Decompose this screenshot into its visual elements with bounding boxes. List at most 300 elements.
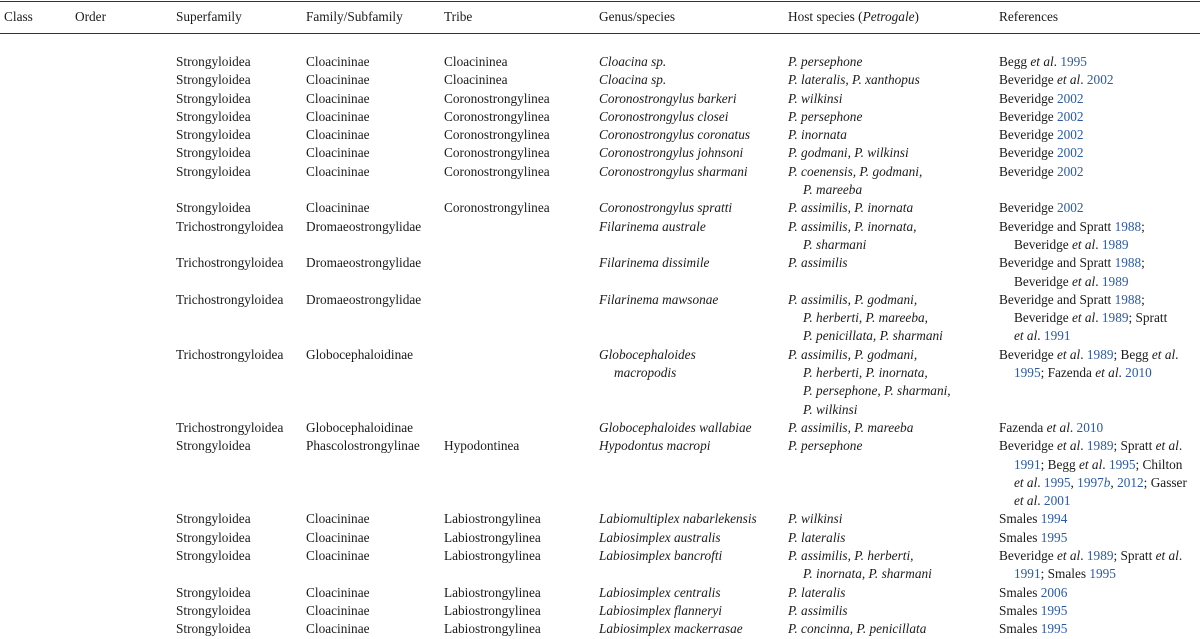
- host-line: [788, 602, 999, 620]
- superfamily-cell: Strongyloidea: [176, 602, 251, 618]
- genus-cell: [599, 126, 788, 144]
- genus-cell: [599, 218, 788, 255]
- reference-line: [999, 254, 1200, 272]
- class-order-cell: [0, 437, 176, 510]
- reference-year-link[interactable]: 1989: [1101, 273, 1129, 289]
- host-cell: [788, 419, 999, 437]
- reference-line: [999, 510, 1200, 528]
- host-cell: [788, 71, 999, 89]
- references-cell: [999, 346, 1200, 419]
- host-line: [788, 126, 999, 144]
- references-cell: [999, 620, 1200, 638]
- genus-cell: [599, 163, 788, 200]
- reference-line: [999, 144, 1200, 162]
- reference-text: .: [1095, 236, 1102, 252]
- host-cell: [788, 346, 999, 419]
- references-cell: [999, 53, 1200, 71]
- tribe-cell: Labiostrongylinea: [444, 511, 541, 527]
- reference-text: .: [1080, 548, 1087, 564]
- genus-line: Coronostrongylus barkeri: [599, 90, 737, 106]
- reference-line: [999, 547, 1200, 565]
- host-line: [788, 419, 999, 437]
- reference-year-link[interactable]: 2002: [1056, 90, 1084, 106]
- superfamily-cell: Trichostrongyloidea: [176, 419, 284, 435]
- reference-line: [999, 474, 1200, 492]
- reference-text: Smales: [999, 621, 1041, 637]
- superfamily-cell: Strongyloidea: [176, 548, 251, 564]
- et-al-text: et al: [1056, 346, 1081, 362]
- family-cell: Cloacininae: [306, 200, 370, 216]
- superfamily-cell: Strongyloidea: [176, 127, 251, 143]
- host-line: [788, 584, 999, 602]
- host-cell: [788, 547, 999, 584]
- reference-year-link[interactable]: b: [1103, 474, 1111, 490]
- references-cell: [999, 199, 1200, 217]
- host-cell: [788, 254, 999, 291]
- family-cell: Cloacininae: [306, 621, 370, 637]
- et-al-text: et al: [1155, 438, 1179, 454]
- family-cell: Dromaeostrongylidae: [306, 255, 422, 271]
- host-species: P. penicillata, P. sharmani: [803, 328, 943, 344]
- tribe-cell: [444, 254, 599, 291]
- genus-cell: [599, 254, 788, 291]
- family-cell: Cloacininae: [306, 145, 370, 161]
- reference-text: .: [1069, 419, 1077, 435]
- host-line: [788, 620, 999, 638]
- genus-line: Cloacina sp.: [599, 72, 667, 88]
- tribe-cell: Coronostrongylinea: [444, 108, 550, 124]
- class-order-cell: [0, 291, 176, 346]
- table-row: [0, 620, 1200, 638]
- reference-text: Beveridge: [999, 90, 1057, 106]
- class-order-cell: [0, 144, 176, 162]
- host-species: P. concinna, P. penicillata: [788, 621, 927, 637]
- reference-line: [999, 291, 1200, 309]
- reference-text: ;: [1141, 255, 1145, 271]
- genus-cell: [599, 529, 788, 547]
- host-cell: [788, 218, 999, 255]
- class-order-cell: [0, 510, 176, 528]
- references-cell: [999, 510, 1200, 528]
- references-cell: [999, 602, 1200, 620]
- host-line: [788, 181, 999, 199]
- table-row: [0, 547, 1200, 584]
- reference-line: [999, 327, 1200, 345]
- class-order-cell: [0, 163, 176, 200]
- host-line: [788, 71, 999, 89]
- references-cell: [999, 126, 1200, 144]
- class-order-cell: [0, 53, 176, 71]
- host-line: [788, 53, 999, 71]
- reference-year-link[interactable]: 2001: [1043, 493, 1071, 509]
- host-species: P. persephone: [788, 438, 863, 454]
- table-row: [0, 291, 1200, 346]
- et-al-text: et al: [1056, 548, 1081, 564]
- tribe-cell: Hypodontinea: [444, 438, 520, 454]
- references-cell: [999, 529, 1200, 547]
- host-species: P. assimilis, P. herberti,: [788, 548, 914, 564]
- host-cell: [788, 437, 999, 510]
- references-cell: [999, 254, 1200, 291]
- tribe-cell: Coronostrongylinea: [444, 200, 550, 216]
- reference-text: .: [1102, 456, 1109, 472]
- host-species: P. assimilis, P. inornata,: [788, 218, 917, 234]
- host-species: P. coenensis, P. godmani,: [788, 163, 923, 179]
- table-row: [0, 584, 1200, 602]
- tribe-cell: Coronostrongylinea: [444, 90, 550, 106]
- reference-text: .: [1095, 310, 1102, 326]
- genus-cell: [599, 199, 788, 217]
- reference-text: .: [1080, 438, 1087, 454]
- family-cell: Dromaeostrongylidae: [306, 218, 422, 234]
- reference-text: Beveridge: [999, 127, 1057, 143]
- reference-text: .: [1037, 328, 1044, 344]
- reference-text: ; Chilton: [1135, 456, 1183, 472]
- reference-text: Beveridge: [999, 108, 1057, 124]
- reference-text: Smales: [999, 511, 1041, 527]
- family-cell: Globocephaloidinae: [306, 346, 414, 362]
- reference-text: Beveridge: [999, 548, 1057, 564]
- family-cell: Cloacininae: [306, 54, 370, 69]
- reference-year-link[interactable]: 1989: [1086, 346, 1114, 362]
- reference-year-link[interactable]: 2002: [1056, 145, 1084, 161]
- reference-text: .: [1118, 365, 1126, 381]
- host-cell: [788, 144, 999, 162]
- reference-line: [999, 437, 1200, 455]
- reference-line: [999, 364, 1200, 382]
- class-order-cell: [0, 602, 176, 620]
- genus-line: Labiosimplex bancrofti: [599, 548, 723, 564]
- family-cell: Dromaeostrongylidae: [306, 291, 422, 307]
- references-cell: [999, 218, 1200, 255]
- reference-year-link[interactable]: 1991: [1043, 328, 1071, 344]
- reference-text: .: [1095, 273, 1102, 289]
- reference-year-link[interactable]: 1995: [1014, 365, 1041, 381]
- reference-text: Smales: [999, 584, 1041, 600]
- superfamily-cell: Strongyloidea: [176, 511, 251, 527]
- class-order-cell: [0, 346, 176, 419]
- superfamily-cell: Trichostrongyloidea: [176, 291, 284, 307]
- superfamily-cell: Trichostrongyloidea: [176, 346, 284, 362]
- reference-year-link[interactable]: 1997: [1077, 474, 1104, 490]
- reference-year-link[interactable]: 2010: [1125, 365, 1152, 381]
- host-species: P. assimilis: [788, 255, 848, 271]
- class-order-cell: [0, 620, 176, 638]
- genus-cell: [599, 584, 788, 602]
- genus-line: Coronostrongylus coronatus: [599, 127, 751, 143]
- superfamily-cell: Strongyloidea: [176, 90, 251, 106]
- reference-line: [999, 529, 1200, 547]
- class-order-cell: [0, 126, 176, 144]
- genus-cell: [599, 547, 788, 584]
- class-order-cell: [0, 529, 176, 547]
- host-species: P. godmani, P. wilkinsi: [788, 145, 909, 161]
- genus-cell: [599, 71, 788, 89]
- et-al-text: et al: [1056, 438, 1081, 454]
- superfamily-cell: Strongyloidea: [176, 621, 251, 637]
- class-order-cell: [0, 71, 176, 89]
- references-cell: [999, 437, 1200, 510]
- reference-text: ; Spratt: [1113, 548, 1156, 564]
- reference-text: Beveridge: [999, 72, 1057, 88]
- reference-year-link[interactable]: 1995: [1108, 456, 1136, 472]
- host-line: [788, 163, 999, 181]
- tribe-cell: Cloacininea: [444, 54, 508, 69]
- superfamily-cell: Strongyloidea: [176, 200, 251, 216]
- table-row: [0, 71, 1200, 89]
- host-cell: [788, 90, 999, 108]
- class-order-cell: [0, 419, 176, 437]
- reference-text: ;: [1141, 218, 1145, 234]
- reference-text: ; Spratt: [1113, 438, 1156, 454]
- superfamily-cell: Trichostrongyloidea: [176, 218, 284, 234]
- tribe-cell: [444, 346, 599, 419]
- reference-year-link[interactable]: 1995: [1040, 621, 1068, 637]
- reference-year-link[interactable]: 2002: [1056, 200, 1084, 216]
- reference-year-link[interactable]: 1995: [1040, 602, 1068, 618]
- reference-text: .: [1178, 548, 1183, 564]
- host-species: P. herberti, P. mareeba,: [803, 310, 928, 326]
- tribe-cell: Labiostrongylinea: [444, 548, 541, 564]
- et-al-text: et al: [1155, 548, 1179, 564]
- header-rule: [0, 33, 1200, 34]
- tribe-cell: [444, 218, 599, 255]
- table-row: [0, 437, 1200, 510]
- et-al-text: et al: [1071, 236, 1096, 252]
- tribe-cell: [444, 291, 599, 346]
- genus-line: Filarinema mawsonae: [599, 291, 719, 307]
- superfamily-cell: Strongyloidea: [176, 163, 251, 179]
- reference-text: Beveridge: [1014, 236, 1072, 252]
- superfamily-cell: Strongyloidea: [176, 529, 251, 545]
- reference-text: ; Begg: [1040, 456, 1080, 472]
- et-al-text: et al: [1014, 493, 1038, 509]
- genus-cell: [599, 53, 788, 71]
- class-order-cell: [0, 108, 176, 126]
- genus-cell: [599, 108, 788, 126]
- host-line: [788, 364, 999, 382]
- references-cell: [999, 584, 1200, 602]
- reference-year-link[interactable]: 1991: [1014, 566, 1041, 582]
- et-al-text: et al: [1079, 456, 1103, 472]
- host-cell: [788, 584, 999, 602]
- table-row: [0, 346, 1200, 419]
- reference-year-link[interactable]: 1995: [1060, 54, 1087, 69]
- genus-cell: [599, 602, 788, 620]
- family-cell: Cloacininae: [306, 127, 370, 143]
- reference-year-link[interactable]: 1988: [1114, 255, 1142, 271]
- top-rule: [0, 1, 1200, 2]
- tribe-cell: Cloacininea: [444, 72, 508, 88]
- reference-year-link[interactable]: 1995: [1040, 529, 1068, 545]
- reference-line: [999, 71, 1200, 89]
- table-row: [0, 108, 1200, 126]
- tribe-cell: Labiostrongylinea: [444, 584, 541, 600]
- host-species: P. lateralis: [788, 584, 846, 600]
- references-cell: [999, 90, 1200, 108]
- reference-line: [999, 273, 1200, 291]
- reference-year-link[interactable]: 1989: [1101, 236, 1129, 252]
- tribe-cell: Labiostrongylinea: [444, 621, 541, 637]
- host-line: [788, 346, 999, 364]
- reference-year-link[interactable]: 1988: [1114, 291, 1142, 307]
- table-row: [0, 126, 1200, 144]
- reference-text: ,: [1110, 474, 1118, 490]
- reference-year-link[interactable]: 1989: [1086, 548, 1114, 564]
- reference-year-link[interactable]: 2002: [1086, 72, 1114, 88]
- host-cell: [788, 529, 999, 547]
- tribe-cell: [444, 419, 599, 437]
- header-host-genus: Petrogale: [862, 9, 915, 24]
- et-al-text: et al: [1030, 54, 1054, 69]
- reference-text: .: [1178, 438, 1183, 454]
- host-species: P. persephone, P. sharmani,: [803, 383, 951, 399]
- reference-text: .: [1037, 474, 1044, 490]
- host-line: [788, 401, 999, 419]
- host-cell: [788, 510, 999, 528]
- reference-year-link[interactable]: 1995: [1043, 474, 1071, 490]
- reference-text: Begg: [999, 54, 1031, 69]
- genus-cell: [599, 510, 788, 528]
- reference-year-link[interactable]: 1995: [1089, 566, 1116, 582]
- genus-line: Coronostrongylus johnsoni: [599, 145, 744, 161]
- et-al-text: et al: [1056, 72, 1081, 88]
- reference-year-link[interactable]: 2006: [1040, 584, 1068, 600]
- host-line: [788, 90, 999, 108]
- family-cell: Cloacininae: [306, 529, 370, 545]
- host-species: P. persephone: [788, 54, 863, 69]
- host-line: [788, 218, 999, 236]
- reference-line: [999, 602, 1200, 620]
- table-row: [0, 53, 1200, 71]
- superfamily-cell: Strongyloidea: [176, 54, 251, 69]
- header-host: [788, 9, 919, 25]
- reference-line: [999, 620, 1200, 638]
- reference-text: .: [1080, 72, 1087, 88]
- et-al-text: et al: [1014, 474, 1038, 490]
- genus-line: Labiomultiplex nabarlekensis: [599, 511, 757, 527]
- genus-cell: [599, 620, 788, 638]
- header-references: References: [999, 9, 1059, 24]
- parasite-table: [0, 53, 1200, 639]
- family-cell: Cloacininae: [306, 511, 370, 527]
- host-line: [788, 565, 999, 583]
- reference-text: .: [1037, 493, 1044, 509]
- table-row: [0, 199, 1200, 217]
- et-al-text: et al: [1095, 365, 1119, 381]
- tribe-cell: Labiostrongylinea: [444, 602, 541, 618]
- genus-cell: [599, 144, 788, 162]
- genus-line: Labiosimplex mackerrasae: [599, 621, 743, 637]
- reference-line: [999, 492, 1200, 510]
- reference-text: Beveridge and Spratt: [999, 255, 1115, 271]
- reference-text: .: [1080, 346, 1087, 362]
- genus-cell: [599, 90, 788, 108]
- reference-line: [999, 218, 1200, 236]
- host-species: P. assimilis, P. godmani,: [788, 291, 918, 307]
- genus-line: Filarinema australe: [599, 218, 706, 234]
- reference-year-link[interactable]: 2002: [1056, 163, 1084, 179]
- references-cell: [999, 547, 1200, 584]
- family-cell: Cloacininae: [306, 90, 370, 106]
- header-tribe: Tribe: [444, 9, 473, 24]
- reference-year-link[interactable]: 2002: [1056, 108, 1084, 124]
- reference-text: Beveridge: [1014, 273, 1072, 289]
- class-order-cell: [0, 547, 176, 584]
- genus-line: Coronostrongylus spratti: [599, 200, 733, 216]
- references-cell: [999, 163, 1200, 200]
- reference-year-link[interactable]: 2002: [1056, 127, 1084, 143]
- reference-text: Beveridge: [999, 200, 1057, 216]
- references-cell: [999, 144, 1200, 162]
- host-line: [788, 199, 999, 217]
- reference-line: [999, 90, 1200, 108]
- genus-line: Globocephaloides wallabiae: [599, 419, 752, 435]
- reference-text: ,: [1070, 474, 1078, 490]
- genus-line: Labiosimplex centralis: [599, 584, 721, 600]
- host-cell: [788, 163, 999, 200]
- host-cell: [788, 108, 999, 126]
- host-cell: [788, 53, 999, 71]
- reference-year-link[interactable]: 2012: [1117, 474, 1144, 490]
- reference-year-link[interactable]: 2010: [1076, 419, 1104, 435]
- table-body: [0, 53, 1200, 639]
- table-row: [0, 602, 1200, 620]
- family-cell: Cloacininae: [306, 72, 370, 88]
- class-order-cell: [0, 254, 176, 291]
- genus-line: Coronostrongylus sharmani: [599, 163, 748, 179]
- table-row: [0, 529, 1200, 547]
- host-line: [788, 547, 999, 565]
- reference-text: ; Gasser: [1143, 474, 1187, 490]
- reference-line: [999, 126, 1200, 144]
- host-cell: [788, 602, 999, 620]
- reference-text: Fazenda: [999, 419, 1047, 435]
- host-cell: [788, 199, 999, 217]
- host-line: [788, 529, 999, 547]
- reference-year-link[interactable]: 1988: [1114, 218, 1142, 234]
- host-species: P. assimilis, P. godmani,: [788, 346, 918, 362]
- family-cell: Cloacininae: [306, 108, 370, 124]
- reference-line: [999, 108, 1200, 126]
- et-al-text: et al: [1151, 346, 1176, 362]
- reference-year-link[interactable]: 1989: [1101, 310, 1129, 326]
- family-cell: Cloacininae: [306, 602, 370, 618]
- header-class: Class: [4, 9, 33, 24]
- host-line: [788, 309, 999, 327]
- family-cell: Cloacininae: [306, 163, 370, 179]
- reference-line: [999, 456, 1200, 474]
- table-row: [0, 419, 1200, 437]
- family-cell: Cloacininae: [306, 584, 370, 600]
- reference-year-link[interactable]: 1991: [1014, 456, 1041, 472]
- reference-text: ; Spratt: [1128, 310, 1168, 326]
- host-species: P. assimilis, P. inornata: [788, 200, 914, 216]
- reference-year-link[interactable]: 1989: [1086, 438, 1114, 454]
- superfamily-cell: Trichostrongyloidea: [176, 255, 284, 271]
- reference-text: .: [1053, 54, 1061, 69]
- references-cell: [999, 71, 1200, 89]
- table-row: [0, 510, 1200, 528]
- et-al-text: et al: [1071, 273, 1096, 289]
- host-line: [788, 108, 999, 126]
- reference-year-link[interactable]: 1994: [1040, 511, 1068, 527]
- genus-line: Hypodontus macropi: [599, 438, 711, 454]
- genus-line: Coronostrongylus closei: [599, 108, 729, 124]
- genus-line: Labiosimplex flanneryi: [599, 602, 722, 618]
- host-species: P. sharmani: [803, 236, 867, 252]
- genus-cell: [599, 291, 788, 346]
